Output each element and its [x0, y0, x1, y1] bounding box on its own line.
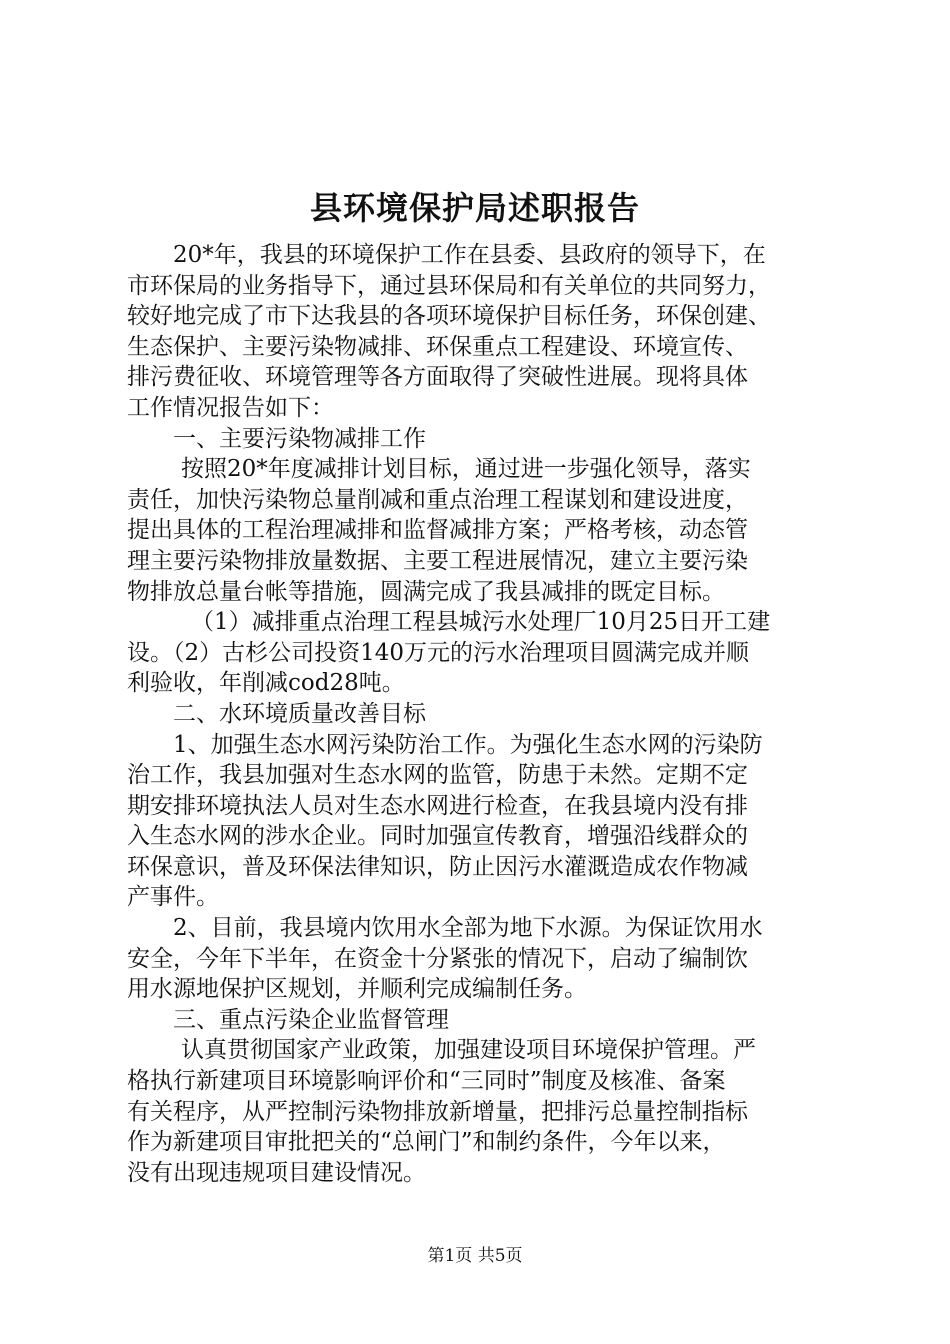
paragraph-line: 产事件。 — [127, 884, 219, 911]
paragraph-line: 治工作，我县加强对生态水网的监管，防患于未然。定期不定 — [127, 762, 748, 789]
paragraph-line: 安全，今年下半年，在资金十分紧张的情况下，启动了编制饮 — [127, 945, 748, 972]
paragraph-line: 入生态水网的涉水企业。同时加强宣传教育，增强沿线群众的 — [127, 823, 748, 850]
page-number: 第1页 共5页 — [427, 1246, 523, 1266]
paragraph-line: 排污费征收、环境管理等各方面取得了突破性进展。现将具体 — [127, 364, 748, 391]
document-title: 县环境保护局述职报告 — [309, 189, 640, 227]
paragraph-line: （1）减排重点治理工程县城污水处理厂10月25日开工建 — [191, 609, 771, 636]
section-heading: 三、重点污染企业监督管理 — [173, 1006, 449, 1033]
document-body — [127, 240, 827, 1188]
paragraph-line: 有关程序，从严控制污染物排放新增量，把排污总量控制指标 — [127, 1098, 748, 1125]
paragraph-line: 用水源地保护区规划，并顺利完成编制任务。 — [127, 976, 587, 1003]
paragraph-line: 物排放总量台帐等措施，圆满完成了我县减排的既定目标。 — [127, 578, 725, 605]
paragraph-line: 工作情况报告如下： — [127, 394, 334, 421]
paragraph-line: 期安排环境执法人员对生态水网进行检查，在我县境内没有排 — [127, 792, 748, 819]
paragraph-line: 环保意识，普及环保法律知识，防止因污水灌溉造成农作物减 — [127, 853, 748, 880]
paragraph-line: 利验收，年削减cod28吨。 — [127, 670, 405, 697]
section-heading: 一、主要污染物减排工作 — [173, 425, 426, 452]
paragraph-line: 设。（2）古杉公司投资140万元的污水治理项目圆满完成并顺 — [127, 639, 750, 666]
paragraph-line: 市环保局的业务指导下，通过县环保局和有关单位的共同努力， — [127, 272, 771, 299]
paragraph-line: 理主要污染物排放量数据、主要工程进展情况，建立主要污染 — [127, 547, 748, 574]
paragraph-line: 生态保护、主要污染物减排、环保重点工程建设、环境宣传、 — [127, 333, 748, 360]
paragraph-line: 格执行新建项目环境影响评价和“三同时”制度及核准、备案 — [127, 1068, 726, 1095]
paragraph-line: 较好地完成了市下达我县的各项环境保护目标任务，环保创建、 — [127, 303, 771, 330]
paragraph-line: 按照20*年度减排计划目标，通过进一步强化领导，落实 — [181, 456, 751, 483]
paragraph-line: 2、目前，我县境内饮用水全部为地下水源。为保证饮用水 — [173, 915, 763, 942]
paragraph-line: 作为新建项目审批把关的“总闸门”和制约条件，今年以来， — [127, 1129, 726, 1156]
paragraph-line: 没有出现违规项目建设情况。 — [127, 1159, 426, 1186]
paragraph-line: 认真贯彻国家产业政策，加强建设项目环境保护管理。严 — [181, 1037, 756, 1064]
paragraph-line: 20*年，我县的环境保护工作在县委、县政府的领导下，在 — [173, 242, 766, 268]
paragraph-line: 责任，加快污染物总量削减和重点治理工程谋划和建设进度， — [127, 486, 748, 513]
paragraph-line: 提出具体的工程治理减排和监督减排方案；严格考核，动态管 — [127, 517, 748, 544]
paragraph-line: 1、加强生态水网污染防治工作。为强化生态水网的污染防 — [173, 731, 763, 758]
section-heading: 二、水环境质量改善目标 — [173, 700, 426, 727]
